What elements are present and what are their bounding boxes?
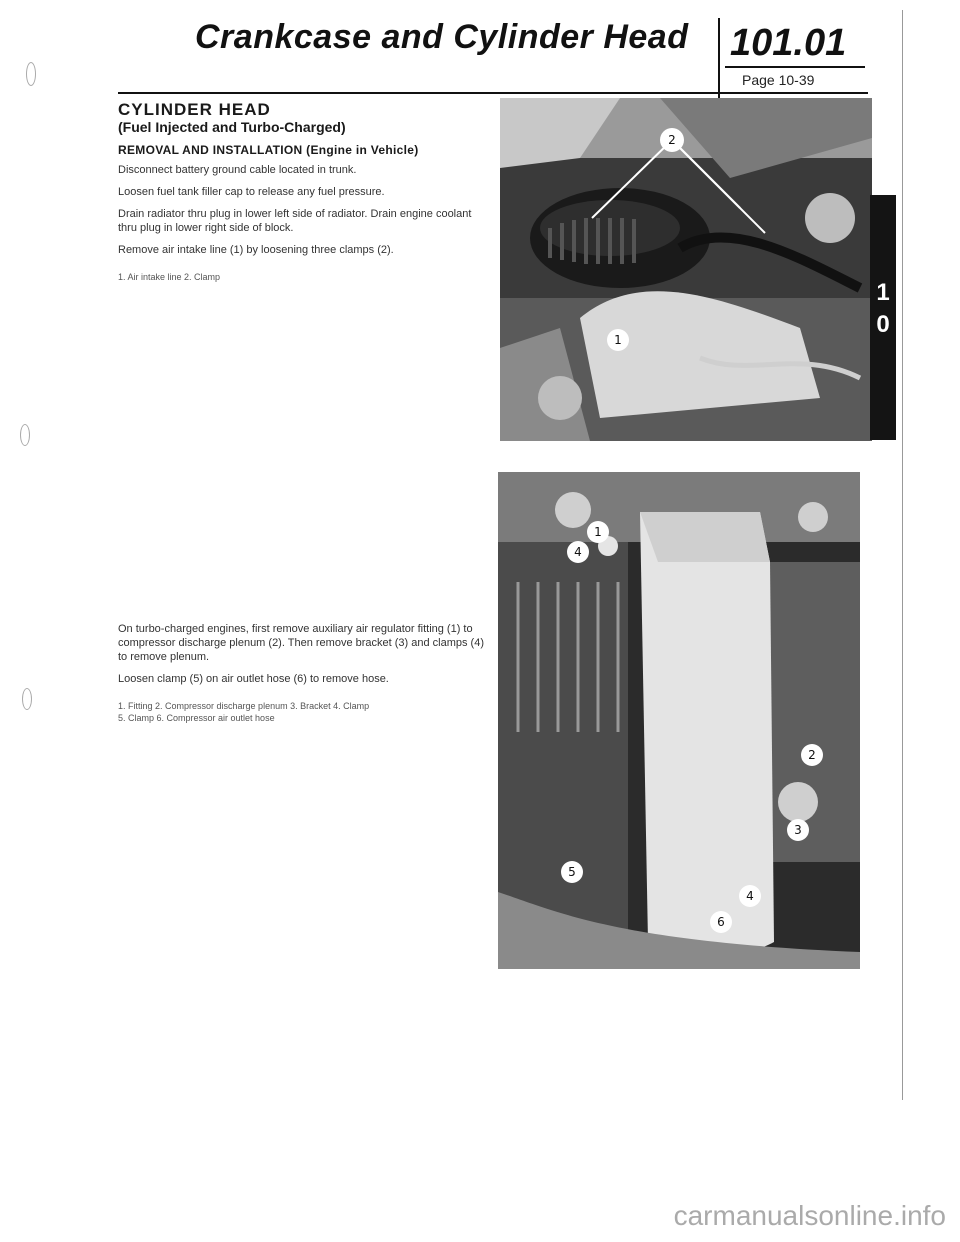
figure-caption: 5. Clamp 6. Compressor air outlet hose (118, 713, 275, 723)
section-heading: CYLINDER HEAD (118, 100, 271, 119)
section-subheading: (Fuel Injected and Turbo-Charged) (118, 119, 346, 135)
section-underline (725, 66, 865, 68)
document-title: Crankcase and Cylinder Head (195, 18, 689, 56)
engine-photo-1-graphic (500, 98, 872, 441)
thumb-tab-digit: 0 (876, 311, 890, 338)
procedure-heading: REMOVAL AND INSTALLATION (Engine in Vehicle) (118, 143, 419, 157)
callout-label: 1 (614, 333, 622, 347)
watermark: carmanualsonline.info (673, 1200, 946, 1231)
section-divider-vertical (718, 18, 720, 98)
step-paragraph: Loosen fuel tank filler cap to release any fuel pressure. (118, 186, 385, 198)
step-paragraph: Drain radiator thru plug in lower left side of radiator. Drain engine coolant thru plug in lower right side of block. (118, 208, 472, 234)
step-paragraph: Remove air intake line (1) by loosening three clamps (2). (118, 244, 394, 256)
step-paragraph: Disconnect battery ground cable located in trunk. (118, 164, 357, 176)
figure-caption: 1. Air intake line 2. Clamp (118, 272, 221, 282)
punch-hole-mark (20, 424, 30, 446)
section-thumb-tab (870, 195, 896, 440)
scan-edge-line (902, 10, 903, 1100)
step-paragraph: Loosen clamp (5) on air outlet hose (6) to remove hose. (118, 673, 389, 685)
callout-label: 6 (717, 915, 725, 929)
header-rule (118, 92, 868, 94)
figure-caption: 1. Fitting 2. Compressor discharge plenum 3. Bracket 4. Clamp (118, 701, 370, 711)
callout-label: 5 (568, 865, 576, 879)
callout-label: 2 (808, 748, 816, 762)
callout-label: 1 (594, 525, 602, 539)
text-column (118, 100, 490, 283)
thumb-tab-digit: 1 (876, 279, 890, 306)
text-block-2 (118, 622, 490, 724)
punch-hole-mark (22, 688, 32, 710)
page-number: Page 10-39 (742, 72, 815, 88)
callout-label: 3 (794, 823, 802, 837)
callout-label: 2 (668, 133, 676, 147)
callout-label: 4 (574, 545, 582, 559)
step-paragraph: On turbo-charged engines, first remove auxiliary air regulator fitting (1) to compressor discharge plenum (2). Then remove bracket (3) and clamps (4) to remove plenum. (118, 623, 485, 663)
punch-hole-mark (26, 62, 36, 86)
engine-photo-1 (500, 98, 872, 441)
engine-photo-2 (498, 472, 860, 969)
engine-photo-2-graphic (498, 472, 860, 969)
section-number: 101.01 (730, 22, 847, 64)
callout-label: 4 (746, 889, 754, 903)
